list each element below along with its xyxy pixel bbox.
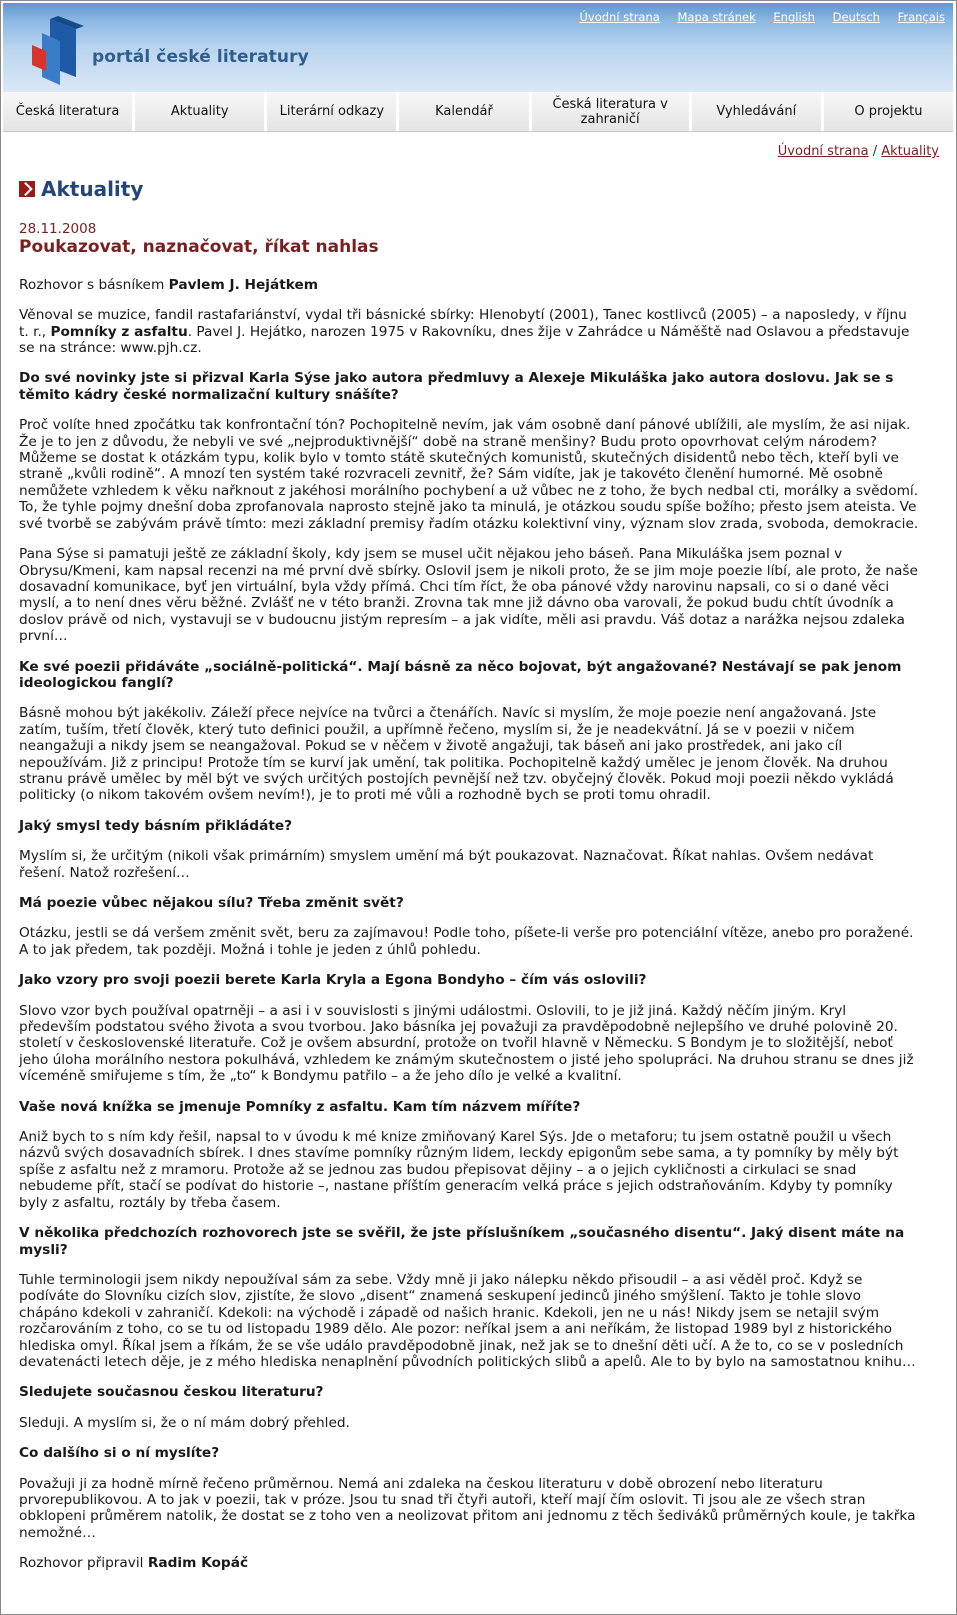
bio-text-1: Věnoval se muzice, fandil rastafariánství, vydal tři básnické sbírky: Hlenobytí (2001), Tanec kostlivců (2005) – a naposledy, v říjnu t. r., bbox=[19, 307, 907, 340]
main-menu bbox=[3, 92, 953, 132]
menu-item-ceska-literatura[interactable]: Česká literatura bbox=[3, 92, 135, 131]
question-9: Co dalšího si o ní myslíte? bbox=[19, 1445, 220, 1462]
breadcrumb-home-link[interactable]: Úvodní strana bbox=[777, 144, 869, 159]
breadcrumb-separator: / bbox=[872, 144, 878, 159]
question-1: Do své novinky jste si přizval Karla Sýse jako autora předmluvy a Alexeje Mikuláška jako autora doslovu. Jak se s těmito kádry české normalizační kultury snášíte? bbox=[19, 370, 894, 403]
topnav-sitemap-link[interactable]: Mapa stránek bbox=[677, 10, 756, 24]
article bbox=[19, 221, 919, 1586]
menu-item-aktuality[interactable]: Aktuality bbox=[135, 92, 267, 131]
topnav-home-link[interactable]: Úvodní strana bbox=[579, 10, 660, 24]
menu-item-literarni-odkazy[interactable]: Literární odkazy bbox=[267, 92, 399, 131]
portal-logo-text[interactable]: portál české literatury bbox=[92, 47, 309, 67]
article-bio bbox=[19, 307, 919, 356]
article-title: Poukazovat, naznačovat, říkat nahlas bbox=[19, 237, 379, 258]
site-header bbox=[3, 3, 953, 92]
answer-7: Tuhle terminologii jsem nikdy nepoužíval sám za sebe. Vždy mně ji jako nálepku někdo přisoudil – a asi věděl proč. Když se podíváte do Slovníku cizích slov, zjistíte, že slovo „disent“ znamená seskupení jedinců jiného smýšlení. Takto je tohle slovo chápáno kdekoli v zahraničí. Kdekoli: na východě i západě od našich hranic. Kdekoli, jen ne u nás! Nikdy jsem se netajil svým rozčarováním z toho, co se tu od listopadu 1989 dělo. Ale pozor: neříkal jsem a ani neříkám, že listopad 1989 byl z historického hlediska omyl. Říkal jsem a říkám, že se vše událo pravděpodobně jinak, než jak se to dnešní děti učí. A že to, co se v posledních devatenácti letech děje, je z mého hlediska nenaplnění původních politických slibů a apelů. Ale to by bylo na samostatnou knihu… bbox=[19, 1271, 916, 1370]
menu-item-ceska-literatura-v-zahranici[interactable]: Česká literatura v zahraničí bbox=[532, 92, 692, 131]
credit-text: Rozhovor připravil bbox=[19, 1555, 148, 1572]
menu-item-vyhledavani[interactable]: Vyhledávání bbox=[692, 92, 824, 131]
breadcrumb-current-link[interactable]: Aktuality bbox=[881, 144, 939, 159]
answer-1-paragraph-2: Pana Sýse si pamatuji ještě ze základní školy, kdy jsem se musel učit nějakou jeho báseň. Pana Mikuláška jsem poznal v Obrysu/Kmeni, kam napsal recenzi na mé první dvě sbírky. Oslovil jsem je nikoli proto, že se jim moje poezie líbí, ale proto, že naše dosavadní komunikace, byť jen virtuální, byla vždy přímá. Chci tím říct, že oba pánové vždy narovinu napsali, co si o dané věci myslí, a to není dnes věru běžné. Zvlášť ne v této branži. Zrovna tak mne již dávno oba varovali, že pokud budu chtít úvodník a doslov právě od nich, vystavuji se v budoucnu jistým represím – a jak vidíte, měli asi pravdu. Váš dotaz a narážka nejsou zdaleka první… bbox=[19, 546, 918, 645]
section-heading bbox=[19, 177, 143, 201]
menu-item-o-projektu[interactable]: O projektu bbox=[824, 92, 953, 131]
answer-3: Myslím si, že určitým (nikoli však primárním) smyslem umění má být poukazovat. Naznačovat. Říkat nahlas. Ovšem nedávat řešení. Natož rozřešení… bbox=[19, 848, 874, 881]
section-title: Aktuality bbox=[41, 177, 144, 201]
question-7: V několika předchozích rozhovorech jste se svěřil, že jste příslušníkem „současného disentu“. Jaký disent máte na mysli? bbox=[19, 1225, 905, 1258]
question-8: Sledujete současnou českou literaturu? bbox=[19, 1384, 324, 1401]
topnav-english-link[interactable]: English bbox=[773, 10, 815, 24]
topnav-francais-link[interactable]: Français bbox=[897, 10, 945, 24]
question-4: Má poezie vůbec nějakou sílu? Třeba změnit svět? bbox=[19, 895, 404, 911]
portal-logo-icon[interactable] bbox=[28, 15, 88, 85]
question-3: Jaký smysl tedy básním přikládáte? bbox=[19, 817, 293, 834]
question-5: Jako vzory pro svoji poezii berete Karla Kryla a Egona Bondyho – čím vás oslovili? bbox=[19, 972, 647, 989]
credit-author-name: Radim Kopáč bbox=[147, 1555, 249, 1572]
question-6: Vaše nová knížka se jmenuje Pomníky z asfaltu. Kam tím názvem míříte? bbox=[19, 1098, 581, 1115]
answer-9: Považuji ji za hodně mírně řečeno průměrnou. Nemá ani zdaleka na českou literaturu v době obrození nebo literaturu prvorepublikovou. A to jak v poezii, tak v próze. Jsou tu snad tři čtyři autoři, kteří mají čím oslovit. Ti jsou ale ze všech stran obklopeni průměrem natolik, že dostat se z toho ven a neolizovat přitom ani jednomu z těch šediváků průměrných koule, je takřka nemožné… bbox=[19, 1475, 916, 1541]
article-credit bbox=[19, 1555, 919, 1571]
arrow-icon bbox=[19, 181, 35, 197]
intro-author-name: Pavlem J. Hejátkem bbox=[168, 276, 319, 293]
menu-item-kalendar[interactable]: Kalendář bbox=[399, 92, 531, 131]
topnav-deutsch-link[interactable]: Deutsch bbox=[832, 10, 880, 24]
article-intro bbox=[19, 277, 919, 293]
answer-2: Básně mohou být jakékoliv. Záleží přece nejvíce na tvůrci a čtenářích. Navíc si myslím, že moje poezie není angažovaná. Jste zatím, tuším, třetí člověk, který tuto definici použil, a upřímně řečeno, myslím si, že je neadekvátní. Já se v poezii v ničem neangažuji a nikdy jsem se neangažoval. Pokud se v něčem v životě angažuji, tak báseň ani jako prostředek, ani jako cíl nepoužívám. Již z principu! Protože tím se kurví jak umění, tak politika. Pochopitelně každý umělec je jenom člověk. Na druhou stranu právě umělec by měl být ve svých určitých postojích pevnější než tzv. obyčejný člověk. Pokud moji poezii někdo vykládá politicky (o nikom takovém ovšem nevím!), je to proti mé vůli a rozhodně bych se proti tomu ohradil. bbox=[19, 705, 894, 804]
bio-text-2: . Pavel J. Hejátko, narozen 1975 v Rakovníku, dnes žije v Zahrádce u Náměště nad Oslavou a představuje se na stránce: www.pjh.cz. bbox=[19, 323, 910, 357]
answer-6: Aniž bych to s ním kdy řešil, napsal to v úvodu k mé knize zmiňovaný Karel Sýs. Jde o metaforu; tu jsem ostatně použil u všech názvů svých dosavadních sbírek. I dnes stavíme pomníky různým lidem, leckdy epigonům sebe sama, a ty pomníky by měly být spíše z asfaltu než z mramoru. Protože až se jednou zas budou přepisovat dějiny – a o jejich cykličnosti a cirkulaci se snad nebudeme přít, stačí se podívat do historie –, nastane příštím generacím velká práce s jejich odstraňováním. Kdyby ty pomníky byly z asfaltu, roztály by třeba časem. bbox=[19, 1129, 899, 1211]
breadcrumb bbox=[778, 144, 939, 159]
answer-5: Slovo vzor bych používal opatrněji – a asi i v souvislosti s jinými událostmi. Oslovili, to je již jiná. Každý něčím jiným. Kryl především podstatou svého života a svou tvorbou. Jako básníka jej považuji za pravděpodobně nejlepšího ve druhé polovině 20. století v československé literatuře. Což je ovšem absurdní, protože on tvořil hlavně v Německu. S Bondym je to složitější, neboť jeho úloha morálního nestora pokulhává, vzhledem ke známým skutečnostem o jisté jeho spolupráci. Na druhou stranu se dnes již víceméně smiřujeme s tím, že „to“ k Bondymu patřilo – a že jeho dílo je velké a kvalitní. bbox=[19, 1002, 914, 1085]
question-2: Ke své poezii přidáváte „sociálně-politická“. Mají básně za něco bojovat, být angažované? Nestávají se pak jenom ideologickou fanglí? bbox=[19, 658, 902, 691]
intro-text: Rozhovor s básníkem bbox=[19, 276, 169, 293]
answer-8: Sleduji. A myslím si, že o ní mám dobrý přehled. bbox=[19, 1414, 350, 1431]
answer-1-paragraph-1: Proč volíte hned zpočátku tak konfrontační tón? Pochopitelně nevím, jak vám osobně daní pánové ublížili, ale myslím, že asi nijak. Že je to jen z důvodu, že nebyli ve své „nejproduktivnější“ době na straně menšiny? Budu proto opovrhovat celým národem? Můžeme se dostat k otázkám typu, kolik bylo v tomto státě skutečných komunistů, skutečných disidentů nebo těch, kteří byli ve straně „kvůli rodině“. A mnozí ten systém také rozvraceli zevnitř, že? Sám vidíte, jak je takovéto členění humorné. Mě osobně nemůžete vzhledem k věku nařknout z jakéhosi morálního pochybení a už vůbec ne z toho, že bych nedbal cti, morálky a svědomí. To, že tyhle pojmy dnešní doba zprofanovala naprosto stejně jako ta minulá, je otázkou soudu spíše božího; přesto jsem ateista. Ve své tvorbě se zabývám právě tímto: mezi základní premisy řadím otázku kolektivní viny, význam slov zrada, svoboda, demokracie. bbox=[19, 417, 919, 532]
top-navigation bbox=[566, 10, 946, 24]
answer-4: Otázku, jestli se dá veršem změnit svět, beru za zajímavou! Podle toho, píšete-li verše pro potenciální vítěze, anebo pro poražené. A to jak předem, tak později. Možná i tohle je jeden z úhlů pohledu. bbox=[19, 925, 914, 958]
article-date: 28.11.2008 bbox=[19, 221, 97, 237]
bio-book-title: Pomníky z asfaltu bbox=[50, 323, 188, 340]
